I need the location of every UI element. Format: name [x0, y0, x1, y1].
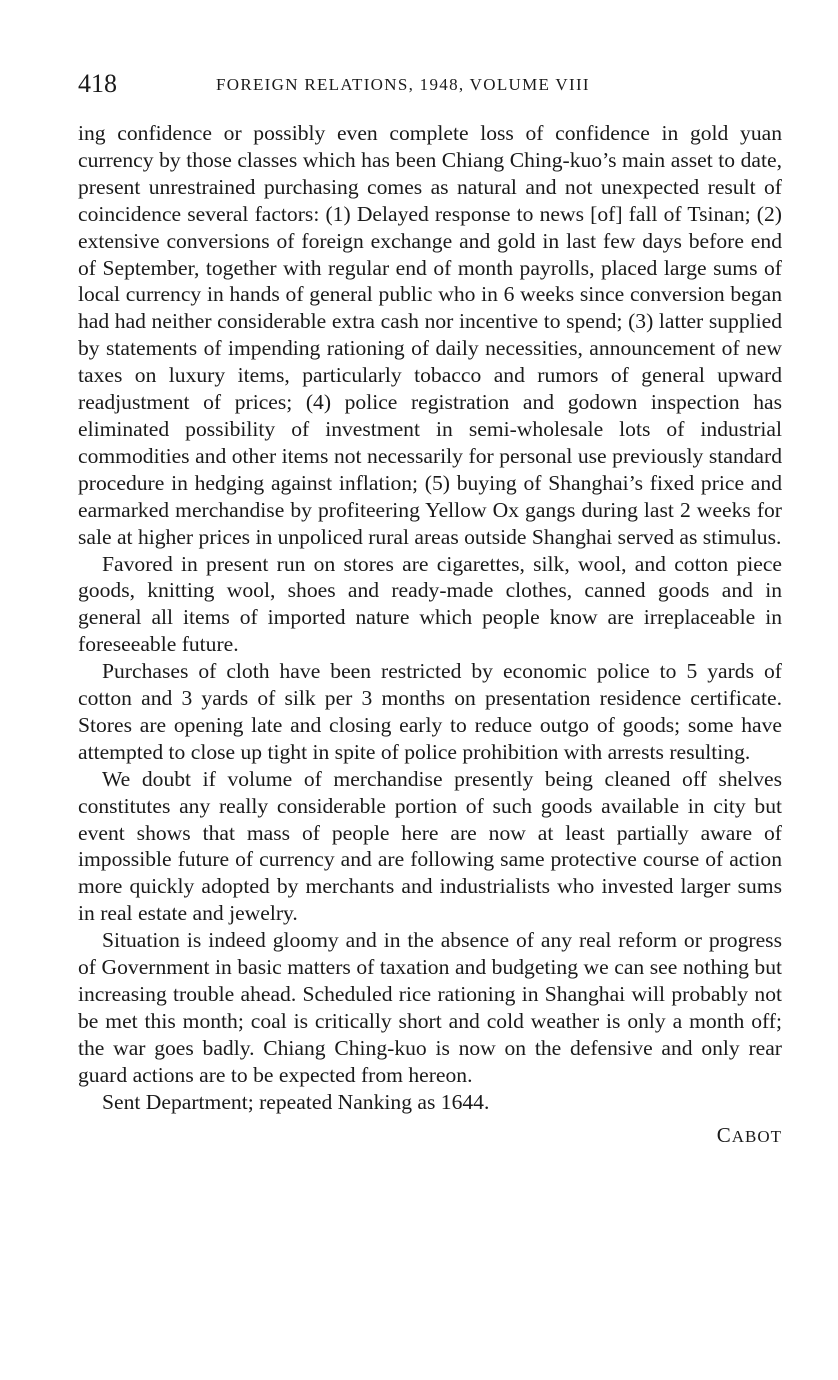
- signature-rest: ABOT: [731, 1126, 782, 1146]
- document-body: [78, 120, 782, 1116]
- running-title: FOREIGN RELATIONS, 1948, VOLUME VIII: [216, 75, 590, 94]
- signature: [78, 1122, 782, 1150]
- page-number: 418: [78, 69, 117, 98]
- document-page: [78, 66, 782, 1150]
- paragraph-cloth-restrictions: Purchases of cloth have been restricted by economic police to 5 yards of cotton and 3 yards of silk per 3 months on presentation residence certificate. Stores are opening late and closing early to reduce outgo of goods; some have attempted to close up tight in spite of police prohibition with arrests resulting.: [78, 659, 782, 764]
- paragraph-favored-items: Favored in present run on stores are cigarettes, silk, wool, and cotton piece goods, knitting wool, shoes and ready-made clothes, canned goods and in general all items of imported nature which people know are irreplaceable in foreseeable future.: [78, 551, 782, 657]
- paragraph-situation: Situation is indeed gloomy and in the absence of any real reform or progress of Government in basic matters of taxation and budgeting we can see nothing but increasing trouble ahead. Scheduled rice rationing in Shanghai will probably not be met this month; coal is critically short and cold weather is only a month off; the war goes badly. Chiang Ching-kuo is now on the defensive and only rear guard actions are to be expected from hereon.: [78, 928, 782, 1087]
- running-header: [78, 66, 782, 102]
- paragraph-sent-department: Sent Department; repeated Nanking as 1644.: [102, 1089, 490, 1114]
- paragraph-continued: ing confidence or possibly even complete loss of confidence in gold yuan currency by those classes which has been Chiang Ching-kuo’s main asset to date, present unrestrained purchasing comes as natural and not unexpected result of coincidence several factors: (1) Delayed response to news [of] fall of Tsinan; (2) extensive conversions of foreign exchange and gold in last few days before end of September, together with regular end of month payrolls, placed large sums of local currency in hands of general public who in 6 weeks since conversion began had had neither considerable extra cash nor incentive to spend; (3) latter supplied by statements of impending rationing of daily necessities, announcement of new taxes on luxury items, particularly tobacco and rumors of general upward readjustment of prices; (4) police registration and godown inspection has eliminated possibility of investment in semi-wholesale lots of industrial commodities and other items not necessarily for personal use previously standard procedure in hedging against inflation; (5) buying of Shanghai’s fixed price and earmarked merchandise by profiteering Yellow Ox gangs during last 2 weeks for sale at higher prices in unpoliced rural areas outside Shanghai served as stimulus.: [78, 121, 782, 549]
- paragraph-merchandise-volume: We doubt if volume of merchandise presently being cleaned off shelves constitutes any really considerable portion of such goods available in city but event shows that mass of people here are now at least partially aware of impossible future of currency and are following same protective course of action more quickly adopted by merchants and industrialists who invested larger sums in real estate and jewelry.: [78, 766, 782, 926]
- signature-initial: C: [716, 1122, 732, 1147]
